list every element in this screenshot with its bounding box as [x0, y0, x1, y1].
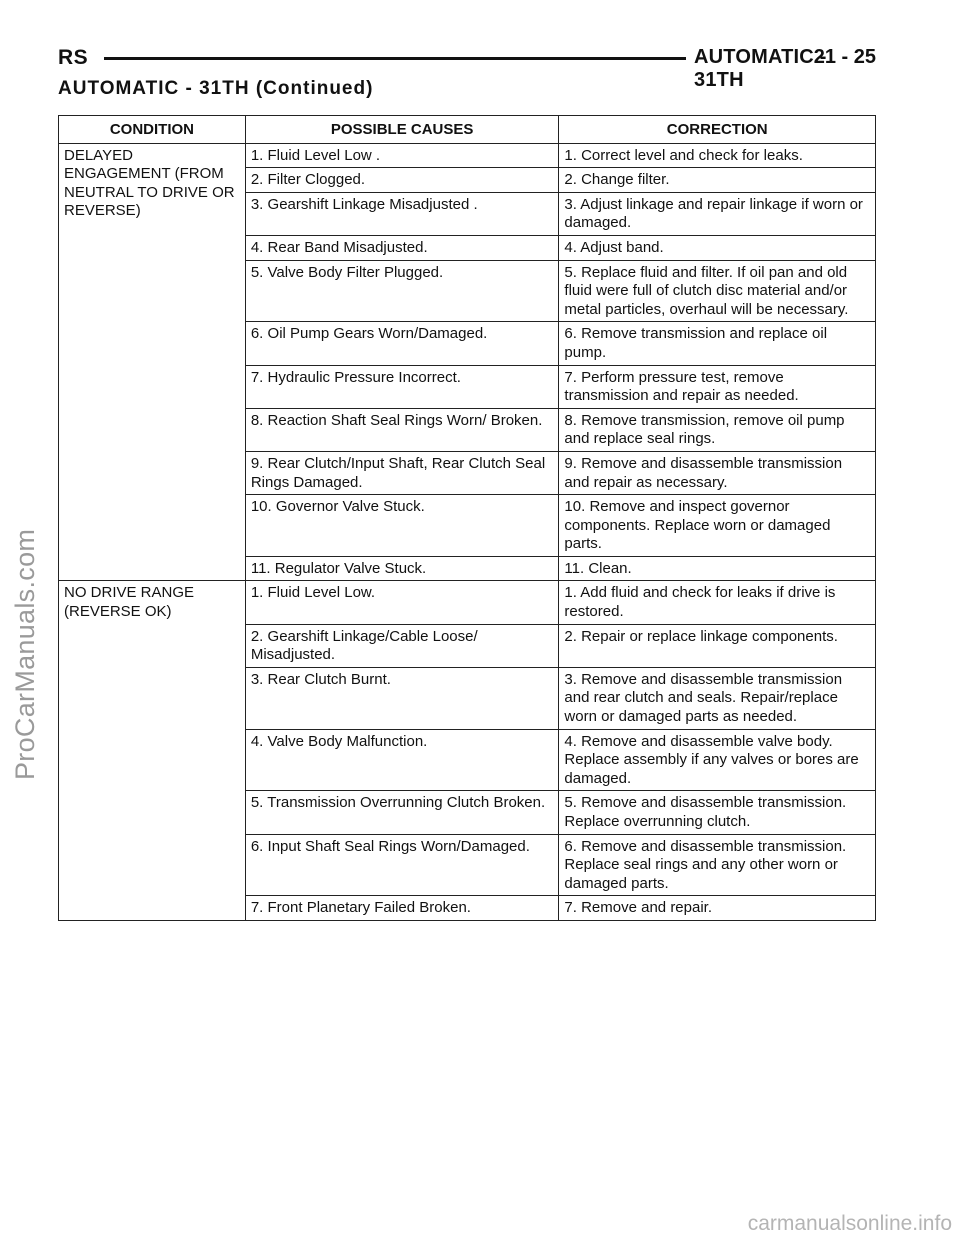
column-header-causes: POSSIBLE CAUSES — [245, 116, 559, 144]
correction-cell: 3. Adjust linkage and repair linkage if worn or damaged. — [559, 192, 876, 235]
correction-cell: 4. Adjust band. — [559, 235, 876, 260]
correction-cell: 9. Remove and disassemble transmission and repair as necessary. — [559, 451, 876, 494]
correction-cell: 2. Repair or replace linkage components. — [559, 624, 876, 667]
cause-cell: 7. Front Planetary Failed Broken. — [245, 896, 559, 921]
cause-cell: 11. Regulator Valve Stuck. — [245, 556, 559, 581]
correction-cell: 1. Correct level and check for leaks. — [559, 143, 876, 168]
correction-cell: 3. Remove and disassemble transmission and rear clutch and seals. Repair/replace worn or damaged parts as needed. — [559, 667, 876, 729]
section-title: AUTOMATIC - 31TH — [694, 46, 827, 91]
cause-cell: 2. Filter Clogged. — [245, 168, 559, 193]
continued-heading: AUTOMATIC - 31TH (Continued) — [58, 78, 374, 99]
correction-cell: 11. Clean. — [559, 556, 876, 581]
page-number: 21 - 25 — [813, 46, 876, 68]
correction-cell: 4. Remove and disassemble valve body. Replace assembly if any valves or bores are damaged. — [559, 729, 876, 791]
correction-cell: 5. Replace fluid and filter. If oil pan and old fluid were full of clutch disc material and/or metal particles, overhaul will be necessary. — [559, 260, 876, 322]
cause-cell: 1. Fluid Level Low . — [245, 143, 559, 168]
footer-watermark: carmanualsonline.info — [747, 1212, 952, 1235]
diagnosis-table — [58, 115, 876, 921]
table-body — [59, 143, 876, 920]
cause-cell: 4. Rear Band Misadjusted. — [245, 235, 559, 260]
cause-cell: 10. Governor Valve Stuck. — [245, 495, 559, 557]
cause-cell: 9. Rear Clutch/Input Shaft, Rear Clutch Seal Rings Damaged. — [245, 451, 559, 494]
table-row — [59, 581, 876, 624]
cause-cell: 7. Hydraulic Pressure Incorrect. — [245, 365, 559, 408]
correction-cell: 10. Remove and inspect governor components. Replace worn or damaged parts. — [559, 495, 876, 557]
cause-cell: 5. Transmission Overrunning Clutch Broken. — [245, 791, 559, 834]
header-rule — [104, 57, 686, 60]
cause-cell: 1. Fluid Level Low. — [245, 581, 559, 624]
correction-cell: 7. Remove and repair. — [559, 896, 876, 921]
correction-cell: 6. Remove and disassemble transmission. Replace seal rings and any other worn or damaged parts. — [559, 834, 876, 896]
correction-cell: 5. Remove and disassemble transmission. Replace overrunning clutch. — [559, 791, 876, 834]
cause-cell: 8. Reaction Shaft Seal Rings Worn/ Broken. — [245, 408, 559, 451]
correction-cell: 8. Remove transmission, remove oil pump and replace seal rings. — [559, 408, 876, 451]
correction-cell: 1. Add fluid and check for leaks if drive is restored. — [559, 581, 876, 624]
correction-cell: 7. Perform pressure test, remove transmission and repair as needed. — [559, 365, 876, 408]
correction-cell: 6. Remove transmission and replace oil pump. — [559, 322, 876, 365]
condition-cell: DELAYED ENGAGEMENT (FROM NEUTRAL TO DRIVE OR REVERSE) — [59, 143, 246, 581]
cause-cell: 6. Oil Pump Gears Worn/Damaged. — [245, 322, 559, 365]
column-header-correction: CORRECTION — [559, 116, 876, 144]
cause-cell: 3. Rear Clutch Burnt. — [245, 667, 559, 729]
table-row — [59, 143, 876, 168]
column-header-condition: CONDITION — [59, 116, 246, 144]
side-watermark: ProCarManuals.com — [10, 528, 40, 780]
cause-cell: 4. Valve Body Malfunction. — [245, 729, 559, 791]
cause-cell: 3. Gearshift Linkage Misadjusted . — [245, 192, 559, 235]
cause-cell: 6. Input Shaft Seal Rings Worn/Damaged. — [245, 834, 559, 896]
vehicle-code: RS — [58, 46, 89, 69]
correction-cell: 2. Change filter. — [559, 168, 876, 193]
cause-cell: 5. Valve Body Filter Plugged. — [245, 260, 559, 322]
cause-cell: 2. Gearshift Linkage/Cable Loose/ Misadjusted. — [245, 624, 559, 667]
table-header-row — [59, 116, 876, 144]
condition-cell: NO DRIVE RANGE (REVERSE OK) — [59, 581, 246, 921]
